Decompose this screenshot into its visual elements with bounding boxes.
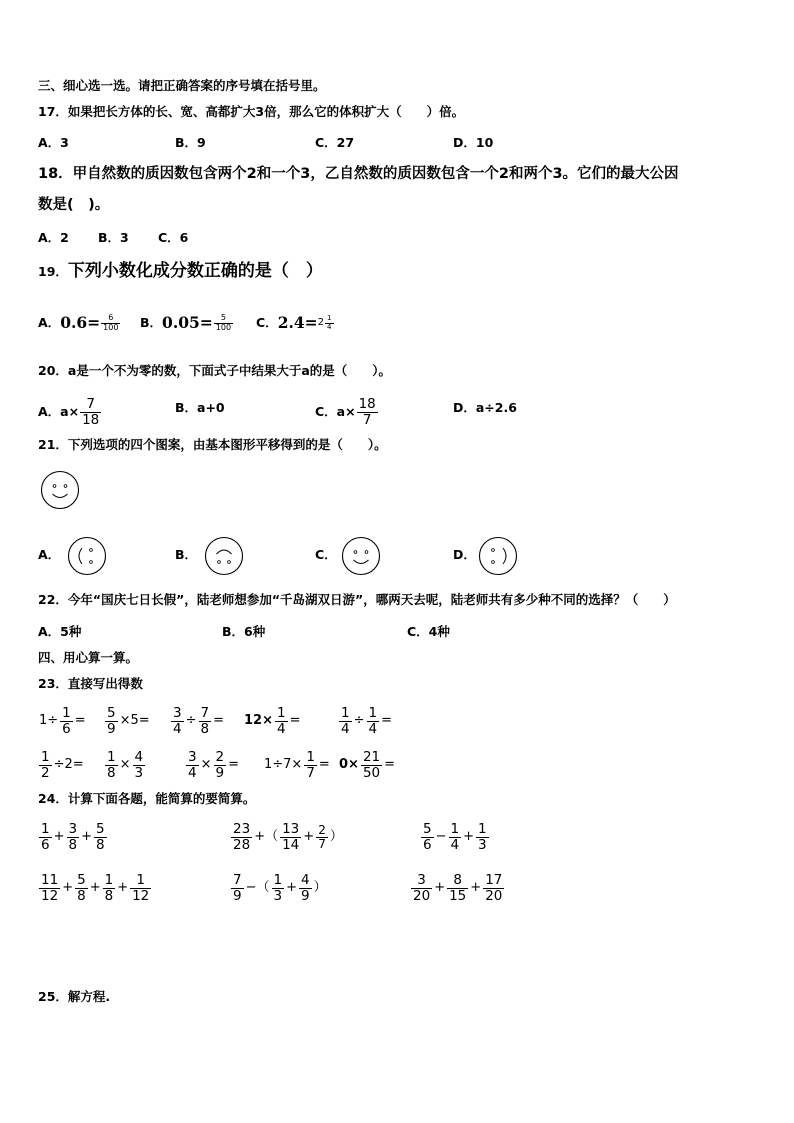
q18-option-a: A．2 (38, 230, 69, 245)
q20-option-d: D．a÷2.6 (453, 400, 517, 415)
q24-expr-2: $\frac{23}{28}$ +（ $\frac{13}{14}$ + $\frac{2}{7}$ ） (233, 821, 343, 853)
q17-stem: 17．如果把长方体的长、宽、高都扩大3倍，那么它的体积扩大（ ）倍。 (38, 104, 465, 119)
q24-expr-6: $\frac{3}{20}$ + $\frac{8}{15}$ + $\frac{17}{20}$ (413, 872, 503, 904)
q21-smiley-base-figure (40, 470, 80, 510)
q24-expr-1: $\frac{1}{6}$ + $\frac{3}{8}$ + $\frac{5}{8}$ (41, 821, 105, 853)
q23-item-1: 1÷ $\frac{1}{6}$ = (39, 705, 86, 737)
q21-option-d-figure (478, 536, 518, 576)
q24-expr-4: $\frac{11}{12}$ + $\frac{5}{8}$ + $\frac{1}{8}$ + $\frac{1}{12}$ (41, 872, 150, 904)
q17-option-c: C．27 (315, 135, 355, 150)
q19-option-c-whole: 2 (317, 317, 325, 328)
q23-item-6: $\frac{1}{2}$ ÷2= (41, 749, 84, 781)
q20-option-c (315, 397, 379, 427)
q19-stem (38, 262, 323, 281)
q21-option-b-label: B． (175, 547, 198, 562)
q19-option-c-fraction: $\frac{1}{4}$ (327, 313, 332, 331)
q19-option-c (256, 313, 335, 333)
q21-option-c-figure (341, 536, 381, 576)
q19-option-c-label: C． (256, 315, 278, 330)
q20-option-a (38, 397, 102, 427)
q25-title: 25．解方程. (38, 989, 111, 1004)
q19-option-b-label: B． (140, 315, 163, 330)
q20-option-b: B．a+0 (175, 400, 225, 415)
q23-item-9: 1÷7× $\frac{1}{7}$ = (264, 749, 330, 781)
q17-option-d: D．10 (453, 135, 494, 150)
q23-item-8: $\frac{3}{4}$ × $\frac{2}{9}$ = (188, 749, 239, 781)
q19-number: 19． (38, 264, 68, 279)
q17-option-a: A．3 (38, 135, 69, 150)
q19-option-a-label: A． (38, 315, 61, 330)
q23-item-3: $\frac{3}{4}$ ÷ $\frac{7}{8}$ = (173, 705, 224, 737)
q21-option-a-figure (67, 536, 107, 576)
q22-option-b: B．6种 (222, 624, 266, 639)
q23-item-2: $\frac{5}{9}$ ×5= (107, 705, 150, 737)
q22-option-c: C．4种 (407, 624, 450, 639)
q19-option-a (38, 313, 121, 333)
q23-item-4: 12× $\frac{1}{4}$ = (244, 705, 301, 737)
q20-option-a-fraction: $\frac{7}{18}$ (82, 396, 100, 428)
q21-stem: 21．下列选项的四个图案，由基本图形平移得到的是（ ）。 (38, 437, 387, 452)
q24-expr-5: $\frac{7}{9}$ −（ $\frac{1}{3}$ + $\frac{4}{9}$ ） (233, 872, 327, 904)
q20-stem: 20．a是一个不为零的数，下面式子中结果大于a的是（ ）。 (38, 363, 392, 378)
q21-option-d-label: D． (453, 547, 476, 562)
q17-option-b: B．9 (175, 135, 206, 150)
q18-option-c: C．6 (158, 230, 189, 245)
q23-item-7: $\frac{1}{8}$ × $\frac{4}{3}$ (107, 749, 144, 781)
q19-option-b (140, 313, 234, 333)
q18-stem-line2: 数是( )。 (38, 197, 110, 213)
q23-item-10: 0× $\frac{21}{50}$ = (339, 749, 396, 781)
section-4-title: 四、用心算一算。 (38, 650, 139, 665)
section-3-title: 三、细心选一选。请把正确答案的序号填在括号里。 (38, 78, 326, 93)
q24-title: 24．计算下面各题，能简算的要简算。 (38, 791, 256, 806)
q19-option-c-value: 2.4= (277, 313, 318, 332)
q23-title: 23．直接写出得数 (38, 676, 143, 691)
q20-option-c-text: C．a× (315, 404, 356, 420)
q19-option-b-value: 0.05= (162, 313, 213, 332)
q19-option-a-value: 0.6= (60, 313, 101, 332)
q19-stem-text: 下列小数化成分数正确的是（ ） (67, 261, 323, 281)
q18-stem-line1: 18．甲自然数的质因数包含两个2和一个3，乙自然数的质因数包含一个2和两个3。它们的最大公因 (38, 166, 679, 182)
q23-item-5: $\frac{1}{4}$ ÷ $\frac{1}{4}$ = (341, 705, 392, 737)
q21-option-b-figure (204, 536, 244, 576)
q24-expr-3: $\frac{5}{6}$ − $\frac{1}{4}$ + $\frac{1}{3}$ (423, 821, 487, 853)
q22-option-a: A．5种 (38, 624, 82, 639)
q20-option-a-text: A．a× (38, 404, 80, 420)
q18-option-b: B．3 (98, 230, 129, 245)
q21-option-a-label: A． (38, 547, 61, 562)
q19-option-a-fraction: $\frac{6}{100}$ (103, 312, 119, 332)
q21-option-c-label: C． (315, 547, 337, 562)
q20-option-c-fraction: $\frac{18}{7}$ (358, 396, 376, 428)
q19-option-b-fraction: $\frac{5}{100}$ (215, 312, 232, 332)
q22-stem: 22．今年“国庆七日长假”，陆老师想参加“千岛湖双日游”，哪两天去呢，陆老师共有多少种不同的选择？（ ） (38, 592, 676, 607)
